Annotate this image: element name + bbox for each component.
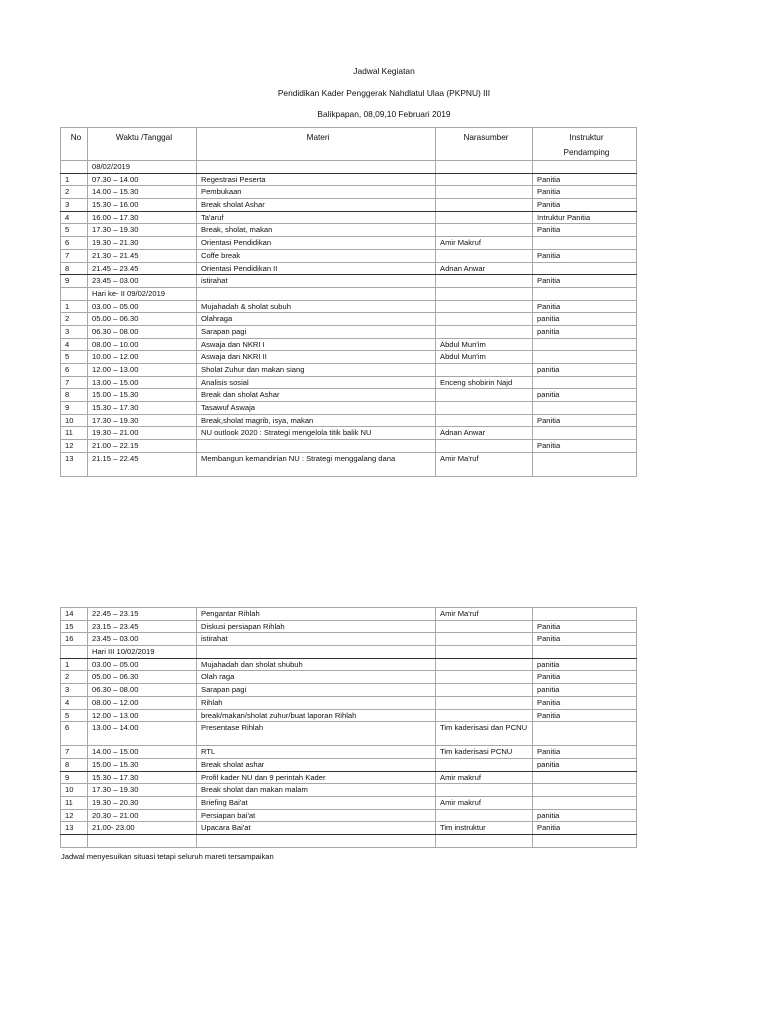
cell-materi: Briefing Bai'at (197, 796, 436, 809)
cell-instruktur (533, 402, 637, 415)
cell-waktu: 15.30 – 16.00 (88, 199, 197, 212)
cell-narasumber (436, 620, 533, 633)
cell-materi: Break,sholat magrib, isya, makan (197, 414, 436, 427)
cell-waktu: 22.45 – 23.15 (88, 608, 197, 621)
cell-waktu: 10.00 – 12.00 (88, 351, 197, 364)
cell-waktu: 21.30 – 21.45 (88, 249, 197, 262)
cell-narasumber (436, 633, 533, 646)
cell-narasumber (436, 671, 533, 684)
cell-narasumber: Tim kaderisasi PCNU (436, 746, 533, 759)
table-row (61, 211, 637, 224)
table-row (61, 427, 637, 440)
cell-instruktur: Panitia (533, 709, 637, 722)
table-header-row (61, 128, 637, 161)
cell-narasumber (436, 249, 533, 262)
table-row (61, 300, 637, 313)
table-row (61, 809, 637, 822)
cell-materi: Olahraga (197, 313, 436, 326)
cell-waktu: 15.00 – 15.30 (88, 758, 197, 771)
cell-no: 14 (61, 608, 88, 621)
cell-instruktur: Panitia (533, 173, 637, 186)
cell-narasumber (436, 275, 533, 288)
cell-instruktur: Panitia (533, 822, 637, 835)
cell-instruktur: Panitia (533, 440, 637, 453)
cell-narasumber (436, 161, 533, 174)
cell-narasumber (436, 696, 533, 709)
cell-waktu: 13.00 – 15.00 (88, 376, 197, 389)
cell-no: 8 (61, 758, 88, 771)
cell-narasumber (436, 414, 533, 427)
cell-waktu: 17.30 – 19.30 (88, 784, 197, 797)
cell-waktu: 06.30 – 08.00 (88, 684, 197, 697)
table-row (61, 402, 637, 415)
cell-waktu: 05.00 – 06.30 (88, 313, 197, 326)
cell-narasumber (436, 646, 533, 659)
cell-waktu: 06.30 – 08.00 (88, 325, 197, 338)
cell-materi: Upacara Bai'at (197, 822, 436, 835)
table-row (61, 224, 637, 237)
cell-no: 9 (61, 402, 88, 415)
table-row (61, 414, 637, 427)
cell-no: 5 (61, 351, 88, 364)
cell-no: 1 (61, 173, 88, 186)
cell-materi (197, 646, 436, 659)
table-row (61, 249, 637, 262)
cell-no (61, 835, 88, 848)
cell-narasumber (436, 758, 533, 771)
table-row (61, 440, 637, 453)
cell-no: 3 (61, 684, 88, 697)
table-row (61, 452, 637, 476)
cell-materi: Coffe break (197, 249, 436, 262)
cell-instruktur (533, 722, 637, 746)
cell-materi: Analisis sosial (197, 376, 436, 389)
cell-no (61, 646, 88, 659)
cell-instruktur: Panitia (533, 300, 637, 313)
cell-narasumber (436, 364, 533, 377)
cell-no: 10 (61, 784, 88, 797)
document-location-date: Balikpapan, 08,09,10 Februari 2019 (317, 109, 451, 119)
cell-narasumber: Amir makruf (436, 796, 533, 809)
cell-waktu: 08/02/2019 (88, 161, 197, 174)
cell-waktu: 21.45 – 23.45 (88, 262, 197, 275)
cell-waktu (88, 835, 197, 848)
cell-narasumber (436, 173, 533, 186)
cell-narasumber (436, 440, 533, 453)
table-row (61, 658, 637, 671)
cell-no: 5 (61, 709, 88, 722)
cell-waktu: 17.30 – 19.30 (88, 414, 197, 427)
cell-narasumber (436, 784, 533, 797)
cell-instruktur (533, 376, 637, 389)
cell-waktu: 03.00 – 05.00 (88, 658, 197, 671)
schedule-table-part-1 (60, 127, 637, 477)
cell-waktu: 03.00 – 05.00 (88, 300, 197, 313)
cell-narasumber (436, 211, 533, 224)
cell-materi: Tasawuf Aswaja (197, 402, 436, 415)
cell-materi: Aswaja dan NKRI II (197, 351, 436, 364)
cell-materi: Pembukaan (197, 186, 436, 199)
cell-waktu: 23.45 – 03.00 (88, 275, 197, 288)
cell-instruktur (533, 796, 637, 809)
cell-no: 1 (61, 300, 88, 313)
cell-materi: Orientasi Pendidikan (197, 237, 436, 250)
column-header-narasumber: Narasumber (436, 128, 533, 161)
cell-instruktur: Panitia (533, 746, 637, 759)
cell-materi: Sholat Zuhur dan makan siang (197, 364, 436, 377)
cell-no: 2 (61, 671, 88, 684)
cell-materi (197, 161, 436, 174)
cell-no: 2 (61, 186, 88, 199)
cell-no: 10 (61, 414, 88, 427)
cell-waktu: 21.00 – 22.15 (88, 440, 197, 453)
cell-no: 4 (61, 696, 88, 709)
cell-no: 11 (61, 427, 88, 440)
cell-no (61, 161, 88, 174)
cell-waktu: 08.00 – 12.00 (88, 696, 197, 709)
table-row (61, 199, 637, 212)
cell-narasumber (436, 186, 533, 199)
cell-waktu: 21.15 – 22.45 (88, 452, 197, 476)
table-row (61, 325, 637, 338)
cell-no: 3 (61, 325, 88, 338)
cell-waktu: 12.00 – 13.00 (88, 709, 197, 722)
cell-materi: Rihlah (197, 696, 436, 709)
cell-instruktur: panitia (533, 684, 637, 697)
cell-materi: Mujahadah dan sholat shubuh (197, 658, 436, 671)
cell-no: 16 (61, 633, 88, 646)
column-header-no: No (61, 128, 88, 161)
cell-no: 2 (61, 313, 88, 326)
cell-instruktur: panitia (533, 364, 637, 377)
cell-narasumber (436, 325, 533, 338)
cell-instruktur (533, 427, 637, 440)
cell-waktu: 23.15 – 23.45 (88, 620, 197, 633)
cell-waktu: 23.45 – 03.00 (88, 633, 197, 646)
cell-narasumber (436, 402, 533, 415)
table-row (61, 822, 637, 835)
cell-no: 11 (61, 796, 88, 809)
cell-materi: Break sholat ashar (197, 758, 436, 771)
cell-waktu: Hari III 10/02/2019 (88, 646, 197, 659)
cell-instruktur (533, 608, 637, 621)
cell-no: 7 (61, 376, 88, 389)
cell-instruktur (533, 262, 637, 275)
table-row (61, 262, 637, 275)
cell-materi: Diskusi persiapan Rihlah (197, 620, 436, 633)
cell-instruktur: Panitia (533, 275, 637, 288)
cell-instruktur (533, 351, 637, 364)
table-row (61, 709, 637, 722)
cell-narasumber (436, 287, 533, 300)
schedule-table-body-1 (61, 161, 637, 477)
table-row (61, 758, 637, 771)
cell-materi: Break dan sholat Ashar (197, 389, 436, 402)
cell-instruktur (533, 287, 637, 300)
cell-narasumber (436, 313, 533, 326)
cell-instruktur (533, 338, 637, 351)
cell-narasumber (436, 809, 533, 822)
cell-narasumber (436, 224, 533, 237)
table-row (61, 173, 637, 186)
column-header-materi: Materi (197, 128, 436, 161)
cell-narasumber: Tim kaderisasi dan PCNU (436, 722, 533, 746)
cell-no: 1 (61, 658, 88, 671)
table-row (61, 684, 637, 697)
table-row (61, 646, 637, 659)
column-header-instruktur-line1: Instruktur (569, 133, 604, 142)
cell-instruktur: Panitia (533, 620, 637, 633)
cell-instruktur: Panitia (533, 633, 637, 646)
cell-narasumber (436, 658, 533, 671)
table-row (61, 287, 637, 300)
cell-no: 15 (61, 620, 88, 633)
cell-narasumber: Enceng shobirin Najd (436, 376, 533, 389)
cell-instruktur: Panitia (533, 671, 637, 684)
cell-narasumber (436, 300, 533, 313)
cell-no: 13 (61, 452, 88, 476)
cell-instruktur (533, 452, 637, 476)
cell-waktu: 15.30 – 17.30 (88, 771, 197, 784)
cell-narasumber (436, 199, 533, 212)
cell-no: 9 (61, 771, 88, 784)
table-row (61, 389, 637, 402)
cell-waktu: 05.00 – 06.30 (88, 671, 197, 684)
table-row (61, 376, 637, 389)
table-row (61, 746, 637, 759)
cell-materi: RTL (197, 746, 436, 759)
cell-no: 9 (61, 275, 88, 288)
table-row (61, 771, 637, 784)
cell-instruktur: Panitia (533, 186, 637, 199)
cell-materi: Olah raga (197, 671, 436, 684)
cell-materi: Presentase Rihlah (197, 722, 436, 746)
cell-materi (197, 440, 436, 453)
column-header-instruktur (533, 128, 637, 161)
cell-instruktur (533, 835, 637, 848)
cell-instruktur: panitia (533, 758, 637, 771)
cell-narasumber: Amir Makruf (436, 237, 533, 250)
table-row (61, 237, 637, 250)
cell-waktu: 19.30 – 20.30 (88, 796, 197, 809)
cell-materi (197, 287, 436, 300)
table-row (61, 275, 637, 288)
cell-no: 4 (61, 211, 88, 224)
cell-materi: break/makan/sholat zuhur/buat laporan Rihlah (197, 709, 436, 722)
cell-no: 6 (61, 237, 88, 250)
cell-instruktur: Panitia (533, 696, 637, 709)
cell-no: 8 (61, 389, 88, 402)
cell-waktu: 12.00 – 13.00 (88, 364, 197, 377)
cell-no: 6 (61, 364, 88, 377)
cell-instruktur (533, 161, 637, 174)
cell-no: 4 (61, 338, 88, 351)
cell-waktu: 16.00 – 17.30 (88, 211, 197, 224)
cell-materi: Mujahadah & sholat subuh (197, 300, 436, 313)
cell-materi: Persiapan bai'at (197, 809, 436, 822)
cell-materi: Break sholat dan makan malam (197, 784, 436, 797)
cell-narasumber: Adnan Anwar (436, 262, 533, 275)
table-row (61, 633, 637, 646)
cell-no (61, 287, 88, 300)
table-row (61, 161, 637, 174)
cell-no: 7 (61, 746, 88, 759)
table-row (61, 696, 637, 709)
cell-materi: Sarapan pagi (197, 684, 436, 697)
cell-materi: Break sholat Ashar (197, 199, 436, 212)
table-row (61, 796, 637, 809)
cell-narasumber (436, 684, 533, 697)
cell-instruktur: Panitia (533, 224, 637, 237)
cell-waktu: 15.00 – 15.30 (88, 389, 197, 402)
cell-materi: Regestrasi Peserta (197, 173, 436, 186)
cell-instruktur: Panitia (533, 414, 637, 427)
cell-instruktur: Panitia (533, 249, 637, 262)
cell-narasumber: Amir Ma'ruf (436, 452, 533, 476)
cell-materi: Profil kader NU dan 9 perintah Kader (197, 771, 436, 784)
cell-no: 6 (61, 722, 88, 746)
cell-waktu: 08.00 – 10.00 (88, 338, 197, 351)
cell-instruktur: panitia (533, 658, 637, 671)
cell-waktu: 17.30 – 19.30 (88, 224, 197, 237)
document-title: Jadwal Kegiatan (353, 66, 415, 76)
cell-waktu: 07.30 – 14.00 (88, 173, 197, 186)
cell-instruktur (533, 771, 637, 784)
cell-narasumber (436, 709, 533, 722)
cell-waktu: Hari ke- II 09/02/2019 (88, 287, 197, 300)
table-row (61, 835, 637, 848)
table-row (61, 784, 637, 797)
table-row (61, 186, 637, 199)
table-row (61, 671, 637, 684)
cell-instruktur: panitia (533, 325, 637, 338)
cell-waktu: 19.30 – 21.30 (88, 237, 197, 250)
cell-waktu: 21.00- 23.00 (88, 822, 197, 835)
table-row (61, 351, 637, 364)
cell-narasumber (436, 389, 533, 402)
column-header-waktu: Waktu /Tanggal (88, 128, 197, 161)
table-row (61, 620, 637, 633)
table-row (61, 364, 637, 377)
cell-no: 3 (61, 199, 88, 212)
cell-instruktur: panitia (533, 313, 637, 326)
cell-waktu: 14.00 – 15.30 (88, 186, 197, 199)
cell-narasumber: Amir Ma'ruf (436, 608, 533, 621)
cell-materi: Aswaja dan NKRI I (197, 338, 436, 351)
cell-materi (197, 835, 436, 848)
cell-no: 12 (61, 809, 88, 822)
column-header-instruktur-line2: Pendamping (563, 148, 610, 157)
schedule-table-body-2 (61, 608, 637, 848)
cell-instruktur: panitia (533, 389, 637, 402)
cell-narasumber: Amir makruf (436, 771, 533, 784)
cell-narasumber: Abdul Mun'im (436, 338, 533, 351)
cell-waktu: 15.30 – 17.30 (88, 402, 197, 415)
cell-waktu: 13.00 – 14.00 (88, 722, 197, 746)
cell-no: 7 (61, 249, 88, 262)
cell-materi: Sarapan pagi (197, 325, 436, 338)
cell-instruktur: panitia (533, 809, 637, 822)
cell-materi: Ta'aruf (197, 211, 436, 224)
cell-narasumber: Adnan Anwar (436, 427, 533, 440)
footer-note: Jadwal menyesuikan situasi tetapi seluruh mareti tersampaikan (61, 852, 274, 861)
cell-materi: Orientasi Pendidikan II (197, 262, 436, 275)
cell-materi: Membangun kemandirian NU : Strategi menggalang dana (197, 452, 436, 476)
cell-narasumber: Abdul Mun'im (436, 351, 533, 364)
cell-waktu: 14.00 – 15.00 (88, 746, 197, 759)
cell-no: 8 (61, 262, 88, 275)
cell-narasumber (436, 835, 533, 848)
table-row (61, 722, 637, 746)
cell-no: 13 (61, 822, 88, 835)
cell-instruktur: Intruktur Panitia (533, 211, 637, 224)
cell-instruktur (533, 646, 637, 659)
cell-narasumber: Tim instruktur (436, 822, 533, 835)
schedule-table-part-2 (60, 607, 637, 848)
table-row (61, 313, 637, 326)
cell-no: 5 (61, 224, 88, 237)
cell-instruktur (533, 237, 637, 250)
cell-instruktur (533, 784, 637, 797)
cell-materi: Break, sholat, makan (197, 224, 436, 237)
cell-materi: istirahat (197, 275, 436, 288)
cell-instruktur: Panitia (533, 199, 637, 212)
cell-no: 12 (61, 440, 88, 453)
table-row (61, 338, 637, 351)
cell-waktu: 20.30 – 21.00 (88, 809, 197, 822)
document-subtitle: Pendidikan Kader Penggerak Nahdlatul Ulaa (PKPNU) III (277, 88, 491, 98)
cell-waktu: 19.30 – 21.00 (88, 427, 197, 440)
table-row (61, 608, 637, 621)
cell-materi: Pengantar Rihlah (197, 608, 436, 621)
cell-materi: istirahat (197, 633, 436, 646)
cell-materi: NU outlook 2020 : Strategi mengelola titik balik NU (197, 427, 436, 440)
